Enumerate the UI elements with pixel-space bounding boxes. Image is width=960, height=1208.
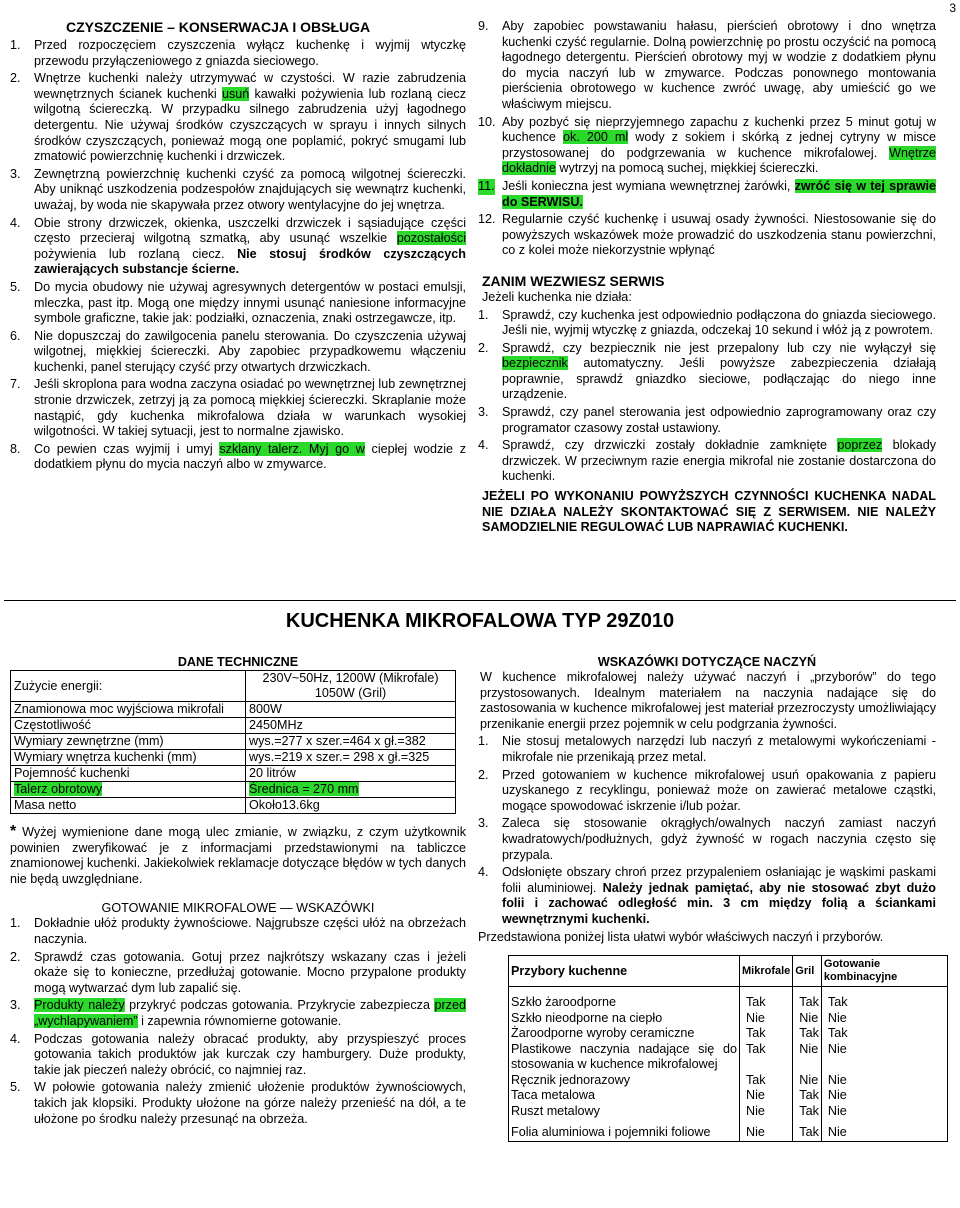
item-number: 1.: [478, 307, 489, 322]
spec-value-text: 230V~50Hz, 1200W (Mikrofale) 1050W (Gril): [262, 671, 439, 700]
table-cell: Ręcznik jednorazowy: [509, 1073, 740, 1089]
list-item: [10, 998, 466, 1029]
item-text: usuń: [221, 86, 250, 101]
item-number: 2.: [10, 949, 21, 964]
item-number: 3.: [478, 405, 489, 420]
item-number: 3.: [10, 166, 21, 181]
table-cell: Nie: [821, 1073, 947, 1089]
table-cell: Folia aluminiowa i pojemniki foliowe: [509, 1119, 740, 1141]
spec-note: [10, 824, 466, 887]
table-cell: Nie: [821, 1088, 947, 1104]
item-number: 4.: [10, 1031, 21, 1046]
spec-key-text: Talerz obrotowy: [14, 782, 103, 796]
item-text: Wnętrze kuchenki należy utrzymywać w czystości. W razie zabrudzenia wewnętrznych ścianek kuchenki: [34, 71, 466, 101]
item-text: Produkty należy: [34, 998, 125, 1013]
spec-key: [11, 734, 246, 750]
table-cell: Nie: [821, 1042, 947, 1073]
utensils-section: [478, 655, 936, 1142]
list-item: [10, 377, 466, 439]
item-number: 3.: [478, 816, 489, 831]
section-divider: [4, 600, 956, 601]
item-number: 2.: [478, 340, 489, 355]
item-text: blokady drzwiczek. W przeciwnym razie energia mikrofal nie zostanie dostarczona do kuchenki.: [502, 438, 936, 484]
item-number: 2.: [478, 767, 489, 782]
table-cell: Nie: [821, 1011, 947, 1027]
item-text: Przed rozpoczęciem czyszczenia wyłącz kuchenkę i wyjmij wtyczkę przewodu przyłączeniowego z gniazda sieciowego.: [34, 38, 466, 68]
table-row: [509, 987, 948, 1011]
item-number: 9.: [478, 19, 489, 33]
spec-row: [11, 750, 456, 766]
tech-section: [10, 655, 466, 1129]
item-text: Jeśli konieczna jest wymiana wewnętrznej żarówki,: [502, 178, 795, 193]
list-item: [478, 438, 936, 485]
table-cell: Szkło żaroodporne: [509, 987, 740, 1011]
item-number: 2.: [10, 71, 21, 86]
table-cell: Taca metalowa: [509, 1088, 740, 1104]
spec-value: [246, 750, 456, 766]
table-row: [509, 1119, 948, 1141]
spec-key: [11, 766, 246, 782]
item-text: Regularnie czyść kuchenkę i usuwaj osady żywności. Niestosowanie się do powyższych wskazówek może prowadzić do uszkodzenia stanu powierzchni, co z kolei może niekorzystnie wpłynąć: [502, 212, 936, 258]
cleaning-list-part1: [10, 38, 466, 473]
table-cell: Tak: [793, 1104, 822, 1120]
list-item: [478, 405, 936, 436]
spec-value: [246, 671, 456, 702]
spec-key: [11, 702, 246, 718]
list-item: [10, 216, 466, 278]
utensils-table: [508, 955, 948, 1142]
item-number: 7.: [10, 377, 21, 392]
item-text: Obie strony drzwiczek, okienka, uszczelki drzwiczek i sąsiadujące części często przecieraj wilgotną szmatką, aby usunąć wszelkie: [34, 215, 466, 246]
spec-value: [246, 798, 456, 814]
table-cell: Ruszt metalowy: [509, 1104, 740, 1120]
spec-value: [246, 766, 456, 782]
spec-key-text: Znamionowa moc wyjściowa mikrofali: [14, 702, 224, 716]
table-cell: Nie: [793, 1042, 822, 1073]
spec-key: [11, 782, 246, 798]
item-text: W połowie gotowania należy zmienić ułożenie produktów żywnościowych, takich jak klopsiki. Produkty ułożone na górze należy przenieść na dół, a te ułożone po środku należy przesunąć na obrzeża.: [34, 1080, 466, 1126]
spec-row: [11, 782, 456, 798]
cleaning-section: [10, 19, 466, 475]
item-text: szklany talerz. Myj go w: [219, 441, 365, 456]
item-text: Dokładnie ułóż produkty żywnościowe. Najgrubsze części ułóż na obrzeżach naczynia.: [34, 916, 466, 946]
item-text: ciepłej wodzie z dodatkiem płynu do mycia naczyń albo w zmywarce.: [34, 441, 466, 472]
cooking-heading: GOTOWANIE MIKROFALOWE — WSKAZÓWKI: [101, 901, 375, 916]
item-text: Aby zapobiec powstawaniu hałasu, pierścień obrotowy i dno wnętrza kuchenki czyść regularnie. Dolną powierzchnię po prostu oczyścić na pomocą łagodnego detergentu. Pierścień obrotowy myj w wodzie z dodatkiem płynu do mycia naczyń lub w zmywarce. Podczas ponownego montowania pierścienia obrotowego w kuchence zwróć uwagę, aby umieścić go we właściwym miejscu.: [502, 19, 936, 111]
item-text: przykryć podczas gotowania. Przykrycie zabezpiecza: [124, 998, 435, 1013]
list-item: [10, 916, 466, 947]
table-cell: Plastikowe naczynia nadające się do stosowania w kuchence mikrofalowej: [509, 1042, 740, 1073]
utensils-heading: WSKAZÓWKI DOTYCZĄCE NACZYŃ: [597, 655, 817, 669]
table-cell: Tak: [821, 987, 947, 1011]
item-text: Wnętrze dokładnie: [502, 145, 936, 176]
item-text: Nie dopuszczaj do zawilgocenia panelu sterowania. Do czyszczenia używaj wilgotnej, miękkiej ściereczki. Aby zapobiec przypadkowemu włączeniu kuchenki, panel sterujący czyść przy otwartych drzwiczkach.: [34, 328, 466, 374]
spec-key-text: Masa netto: [14, 798, 77, 812]
item-text: Odsłonięte obszary chroń przez przypaleniem osłaniając je wąskimi paskami folii aluminiowej.: [502, 865, 936, 895]
note-asterisk: *: [10, 823, 17, 840]
table-row: [509, 1011, 948, 1027]
service-list: [478, 308, 936, 486]
table-cell: Tak: [793, 1026, 822, 1042]
spec-key: [11, 718, 246, 734]
spec-row: [11, 798, 456, 814]
spec-row: [11, 734, 456, 750]
list-item: [10, 280, 466, 327]
item-text: Jeśli skroplona para wodna zaczyna osiadać po wewnętrznej lub zewnętrznej stronie drzwiczek, zetrzyj ją za pomocą miękkiej ściereczki. Skraplanie może nastąpić, gdy kuchenka mikrofalowa działa w warunkach wysokiej wilgotności. W takiej sytuacji, jest to normalne zjawisko.: [34, 377, 466, 439]
table-intro: Przedstawiona poniżej lista ułatwi wybór właściwych naczyń i przyborów.: [478, 929, 884, 944]
item-text: Podczas gotowania należy obracać produkty, aby przyspieszyć proces gotowania takich produktów jak kurczak czy hamburgery. Duże produkty, takie jak pieczeń należy obrócić, co najmniej raz.: [34, 1031, 466, 1077]
list-item: [478, 341, 936, 403]
item-text: Sprawdź, czy drzwiczki zostały dokładnie zamknięte: [502, 438, 838, 453]
item-text: Sprawdź, czy panel sterowania jest odpowiednio zaprogramowany oraz czy programator czasowy został ustawiony.: [502, 405, 936, 435]
spec-key-text: Wymiary wnętrza kuchenki (mm): [14, 750, 197, 764]
item-number: 5.: [10, 279, 21, 294]
item-number: 12.: [478, 212, 496, 227]
spec-key-text: Pojemność kuchenki: [14, 766, 130, 780]
table-cell: Szkło nieodporne na ciepło: [509, 1011, 740, 1027]
page-number: 3: [949, 1, 956, 15]
item-text: wytrzyj na pomocą suchej, miękkiej ściereczki.: [555, 161, 819, 176]
spec-key-text: Wymiary zewnętrzne (mm): [14, 734, 164, 748]
table-cell: Nie: [821, 1104, 947, 1120]
item-text: i zapewnia równomierne gotowanie.: [137, 1013, 342, 1028]
utensils-list: [478, 734, 936, 927]
item-text: automatyczny. Jeśli powyższe zabezpieczenia działają poprawnie, sprawdź gniazdko sieciowe, podłączając do niego inne urządzenie.: [502, 356, 936, 402]
spec-row: [11, 671, 456, 702]
table-cell: Tak: [740, 1073, 793, 1089]
item-number: 10.: [478, 114, 496, 129]
table-row: [509, 1042, 948, 1073]
item-number: 8.: [10, 441, 21, 456]
table-cell: Tak: [793, 1088, 822, 1104]
item-number: 4.: [10, 215, 21, 230]
list-item: [10, 1032, 466, 1079]
item-text: poprzez: [837, 438, 883, 453]
item-text: pozostałości: [396, 231, 466, 246]
service-warning: JEŻELI PO WYKONANIU POWYŻSZYCH CZYNNOŚCI KUCHENKA NADAL NIE DZIAŁA NALEŻY SKONTAKTOWAĆ SIĘ Z SERWISEM. NIE NALEŻY SAMODZIELNIE REGULOWAĆ LUB NAPRAWIAĆ KUCHENKI.: [482, 489, 936, 535]
item-text: Należy jednak pamiętać, aby nie stosować zbyt dużo folii i zachować odległość min. 3 cm między folią a ściankami wewnętrznymi kuchenki.: [502, 880, 936, 926]
table-cell: Tak: [740, 987, 793, 1011]
table-row: [509, 1104, 948, 1120]
item-text: przed „wychlapywaniem”: [34, 998, 466, 1028]
table-cell: Tak: [821, 1026, 947, 1042]
item-text: ok. 200 ml: [562, 130, 629, 145]
item-text: zwróć się w tej sprawie do SERWISU.: [502, 178, 936, 209]
spec-value-text: Około13.6kg: [249, 798, 320, 812]
item-number: 1.: [10, 38, 21, 52]
service-heading: ZANIM WEZWIESZ SERWIS: [482, 272, 665, 289]
table-cell: Nie: [740, 1088, 793, 1104]
table-header: Przybory kuchenne: [509, 956, 740, 987]
utensils-intro: W kuchence mikrofalowej należy używać naczyń i „przyborów” do tego przystosowanych. Idealnym materiałem na naczynia nadające się do zastosowania w kuchence mikrofalowej jest materiał przezroczysty umożliwiający przenikanie energii przez pojemnik w celu podgrzania żywności.: [480, 670, 936, 731]
spec-value-text: Średnica = 270 mm: [249, 782, 359, 796]
item-text: wody z sokiem i skórką z jednej cytryny w misce przystosowanej do podgrzewania w kuchence mikrofalowej.: [502, 130, 936, 160]
list-item: [478, 308, 936, 339]
item-text: Nie stosuj metalowych narzędzi lub naczyń z metalowymi wykończeniami - mikrofale nie przenikają przez metal.: [502, 734, 936, 764]
list-item: [10, 950, 466, 997]
table-cell: Tak: [740, 1026, 793, 1042]
item-text: Sprawdź, czy kuchenka jest odpowiednio podłączona do gniazda sieciowego. Jeśli nie, wyjmij wtyczkę z gniazda, odczekaj 10 sekund i włóż ją z powrotem.: [502, 307, 936, 338]
table-row: [509, 1026, 948, 1042]
list-item: [478, 179, 936, 210]
item-number: 4.: [478, 438, 489, 453]
tech-heading: DANE TECHNICZNE: [177, 655, 299, 669]
spec-value-text: 2450MHz: [249, 718, 303, 732]
spec-key: [11, 750, 246, 766]
list-item: [478, 115, 936, 177]
spec-row: [11, 702, 456, 718]
list-item: [478, 19, 936, 113]
table-header: Mikrofale: [740, 956, 793, 987]
spec-value-text: 20 litrów: [249, 766, 296, 780]
page-title: KUCHENKA MIKROFALOWA TYP 29Z010: [285, 610, 675, 632]
table-cell: Nie: [740, 1011, 793, 1027]
item-text: Do mycia obudowy nie używaj agresywnych detergentów w postaci emulsji, mleczka, past itp. Mogą one między innymi usunąć naniesione informacyjne symbole graficzne, takie jak: podziałki, oznaczenia, znaki ostrzegawcze, itp.: [34, 279, 466, 326]
table-cell: Nie: [740, 1104, 793, 1120]
list-item: [478, 734, 936, 765]
spec-row: [11, 718, 456, 734]
table-cell: Tak: [740, 1042, 793, 1073]
item-text: pożywienia lub rozlaną ciecz.: [34, 246, 238, 261]
spec-value-text: 800W: [249, 702, 282, 716]
item-text: Sprawdź czas gotowania. Gotuj przez najkrótszy wskazany czas i jeżeli okaże się to konieczne, przedłużaj gotowanie. Mocno przypalone produkty mogą wytwarzać dym lub zapalić się.: [34, 949, 466, 995]
cooking-list: [10, 916, 466, 1127]
item-text: Co pewien czas wyjmij i umyj: [34, 441, 220, 456]
item-number: 11.: [478, 178, 495, 193]
table-cell: Żaroodporne wyroby ceramiczne: [509, 1026, 740, 1042]
cleaning-list-part2: [478, 19, 936, 259]
cleaning-heading: CZYSZCZENIE – KONSERWACJA I OBSŁUGA: [66, 19, 371, 35]
spec-key-text: Częstotliwość: [14, 718, 91, 732]
service-intro: Jeżeli kuchenka nie działa:: [482, 289, 632, 304]
spec-table: [10, 670, 456, 814]
spec-value: [246, 702, 456, 718]
table-header: Gril: [793, 956, 822, 987]
item-text: Zewnętrzną powierzchnię kuchenki czyść za pomocą wilgotnej ściereczki. Aby uniknąć uszkodzenia podzespołów znajdujących się wewnątrz kuchenki, uważaj, by woda nie skapywała przez otwory wentylacyjne do jej wnętrza.: [34, 166, 466, 212]
table-cell: Nie: [793, 1011, 822, 1027]
item-text: kawałki pożywienia lub rozlaną ciecz wilgotną ściereczką. W przypadku silnego zabrudzenia użyj łagodnego detergentu. Nie używaj środków czyszczących w sprayu i innych silnych środków czyszczących, ponieważ mogą one poplamić, pokryć smugami lub zmatowić powierzchnię kuchenki i drzwiczek.: [34, 86, 466, 164]
cleaning-continued: [478, 19, 936, 536]
item-number: 1.: [478, 734, 489, 749]
list-item: [10, 167, 466, 214]
spec-key-text: Zużycie energii:: [14, 678, 103, 693]
item-text: Sprawdź, czy bezpiecznik nie jest przepalony lub czy nie wyłączył się: [502, 340, 936, 355]
spec-value-text: wys.=219 x szer.= 298 x gł.=325: [249, 750, 430, 764]
list-item: [10, 38, 466, 69]
item-text: Aby pozbyć się nieprzyjemnego zapachu z kuchenki przez 5 minut gotuj w kuchence: [502, 114, 936, 145]
table-row: [509, 1073, 948, 1089]
list-item: [10, 442, 466, 473]
spec-value-text: wys.=277 x szer.=464 x gł.=382: [249, 734, 426, 748]
item-number: 5.: [10, 1080, 21, 1095]
table-row: [509, 1088, 948, 1104]
list-item: [10, 71, 466, 165]
list-item: [478, 212, 936, 259]
note-text: Wyżej wymienione dane mogą ulec zmianie, w związku, z czym użytkownik powinien zweryfikować je z informacjami przedstawionymi na tabliczce znamionowej kuchenki. Jakiekolwiek reklamacje dotyczące błędów w tych danych nie będą uwzględniane.: [10, 825, 466, 886]
table-cell: Nie: [821, 1119, 947, 1141]
item-text: bezpiecznik: [502, 356, 568, 371]
spec-row: [11, 766, 456, 782]
spec-value: [246, 718, 456, 734]
spec-key: [11, 798, 246, 814]
spec-key: [11, 671, 246, 702]
list-item: [10, 329, 466, 376]
table-cell: Nie: [740, 1119, 793, 1141]
item-text: Przed gotowaniem w kuchence mikrofalowej usuń opakowania z papieru uzyskanego z recyklingu, ponieważ może on zawierać metalowe cząstki, mogące spowodować iskrzenie i/lub pożar.: [502, 767, 936, 813]
item-text: Nie stosuj środków czyszczących zawierających substancje ścierne.: [34, 246, 466, 277]
list-item: [478, 768, 936, 815]
table-cell: Nie: [793, 1073, 822, 1089]
table-header: Gotowanie kombinacyjne: [821, 956, 947, 987]
spec-value: [246, 734, 456, 750]
item-number: 6.: [10, 328, 21, 343]
item-number: 1.: [10, 916, 21, 931]
item-number: 3.: [10, 998, 21, 1013]
list-item: [10, 1080, 466, 1127]
table-cell: Tak: [793, 1119, 822, 1141]
item-number: 4.: [478, 865, 489, 880]
list-item: [478, 865, 936, 927]
spec-value: [246, 782, 456, 798]
item-text: Zaleca się stosowanie okrągłych/owalnych naczyń zamiast naczyń kwadratowych/podłużnych, gdyż żywność w rogach naczynia często się przypala.: [502, 816, 936, 862]
table-cell: Tak: [793, 987, 822, 1011]
list-item: [478, 816, 936, 863]
